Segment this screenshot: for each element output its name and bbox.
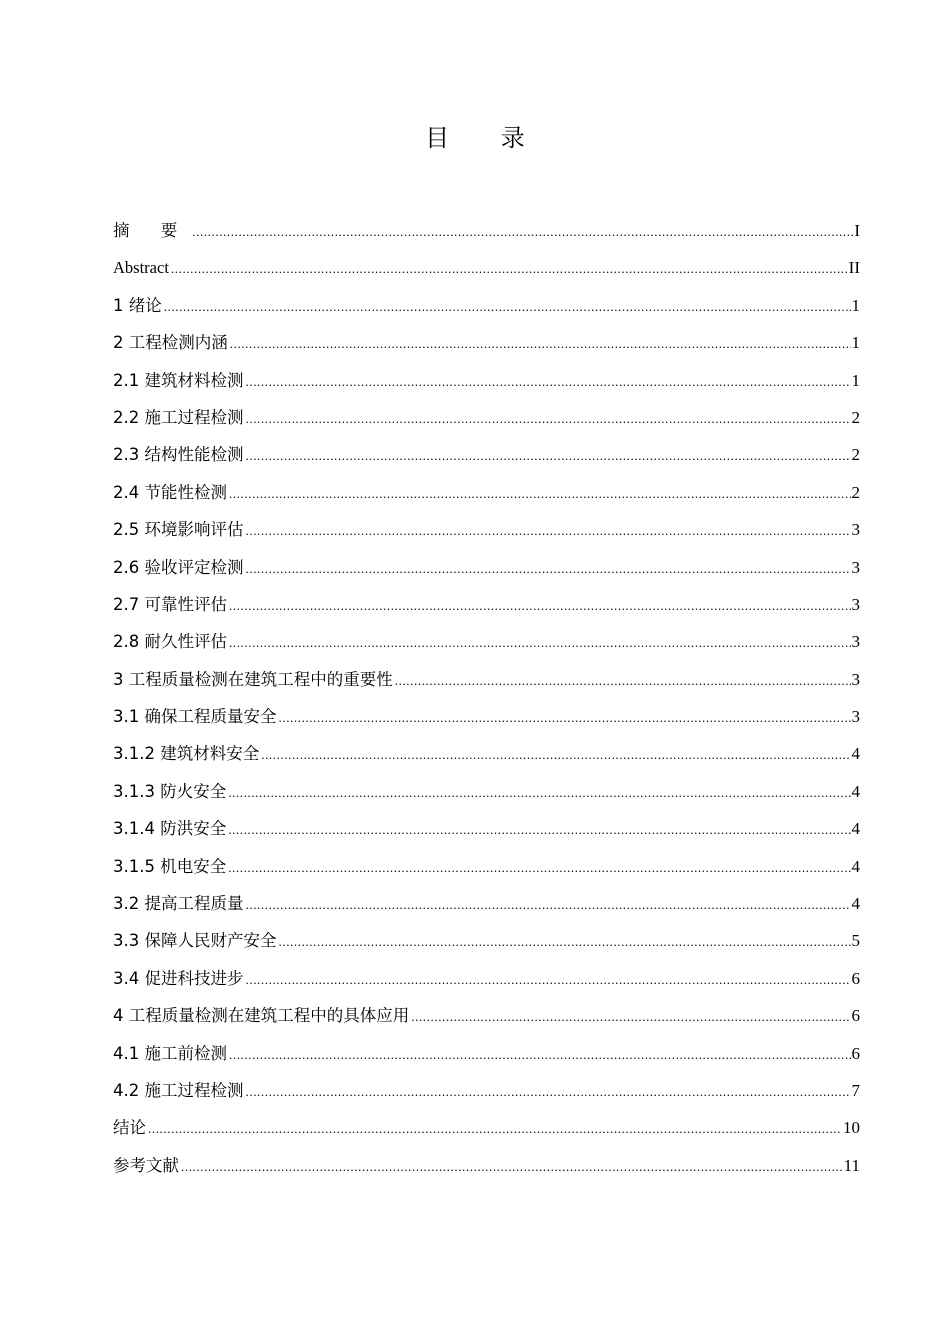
toc-leader-dots bbox=[229, 624, 851, 661]
toc-entry-page: 1 bbox=[851, 333, 860, 353]
toc-entry[interactable] bbox=[113, 511, 860, 548]
toc-entry-page: 4 bbox=[851, 894, 860, 914]
toc-entry-page: 2 bbox=[851, 445, 860, 465]
toc-leader-dots bbox=[411, 998, 850, 1035]
toc-entry-label: 4 工程质量检测在建筑工程中的具体应用 bbox=[113, 1006, 410, 1026]
toc-entry-page: I bbox=[854, 221, 860, 240]
toc-entry-label: 3.2 提高工程质量 bbox=[113, 894, 244, 914]
toc-entry-label: 3.1.5 机电安全 bbox=[113, 856, 227, 876]
toc-entry-label: 3.1.2 建筑材料安全 bbox=[113, 744, 260, 764]
toc-leader-dots bbox=[171, 250, 848, 287]
toc-entry-label: 3.4 促进科技进步 bbox=[113, 968, 244, 988]
toc-entry[interactable] bbox=[113, 698, 860, 735]
toc-leader-dots bbox=[246, 400, 851, 437]
toc-entry-conclusion[interactable] bbox=[113, 1109, 860, 1146]
toc-entry-label: 参考文献 bbox=[113, 1155, 179, 1175]
toc-entry-label: 4.2 施工过程检测 bbox=[113, 1080, 244, 1100]
toc-entry-label: 3.1.4 防洪安全 bbox=[113, 819, 227, 839]
toc-entry[interactable] bbox=[113, 661, 860, 698]
toc-entry[interactable] bbox=[113, 474, 860, 511]
toc-entry-page: 6 bbox=[851, 968, 860, 988]
toc-entry-page: 6 bbox=[851, 1043, 860, 1063]
page-title: 目 录 bbox=[425, 124, 547, 152]
toc-leader-dots bbox=[246, 886, 851, 923]
toc-leader-dots bbox=[261, 736, 850, 773]
toc-entry-page: 4 bbox=[851, 856, 860, 876]
toc-leader-dots bbox=[229, 475, 851, 512]
toc-leader-dots bbox=[228, 849, 850, 886]
toc-entry-abstract-en[interactable] bbox=[113, 249, 860, 286]
toc-entry-page: 4 bbox=[851, 781, 860, 801]
toc-entry-page: 3 bbox=[851, 632, 860, 652]
toc-entry-page: 3 bbox=[851, 594, 860, 614]
toc-leader-dots bbox=[246, 550, 851, 587]
toc-leader-dots bbox=[229, 1036, 851, 1073]
toc-entry-label: 2.2 施工过程检测 bbox=[113, 407, 244, 427]
toc-entry-label: 2.8 耐久性评估 bbox=[113, 632, 227, 652]
toc-leader-dots bbox=[246, 512, 851, 549]
toc-entry-page: 1 bbox=[851, 295, 860, 315]
toc-entry-page: 10 bbox=[843, 1118, 860, 1138]
toc-leader-dots bbox=[279, 923, 851, 960]
toc-entry[interactable] bbox=[113, 735, 860, 772]
toc-entry-label: 2.6 验收评定检测 bbox=[113, 557, 244, 577]
toc-leader-dots bbox=[228, 774, 850, 811]
toc-entry-page: 5 bbox=[851, 931, 860, 951]
toc-entry-page: II bbox=[848, 258, 860, 278]
toc-entry-label: 1 绪论 bbox=[113, 295, 162, 315]
toc-entry[interactable] bbox=[113, 586, 860, 623]
toc-entry-page: 3 bbox=[851, 520, 860, 540]
toc-entry-label: 4.1 施工前检测 bbox=[113, 1043, 227, 1063]
toc-entry[interactable] bbox=[113, 362, 860, 399]
toc-entry[interactable] bbox=[113, 922, 860, 959]
toc-entry[interactable] bbox=[113, 773, 860, 810]
toc-entry-label: 摘 要 bbox=[113, 221, 191, 240]
toc-entry-label: 2.5 环境影响评估 bbox=[113, 520, 244, 540]
toc-entry-page: 1 bbox=[851, 370, 860, 390]
toc-leader-dots bbox=[246, 961, 851, 998]
toc-entry[interactable] bbox=[113, 885, 860, 922]
toc-leader-dots bbox=[395, 662, 851, 699]
toc-entry-page: 6 bbox=[851, 1006, 860, 1026]
toc-entry[interactable] bbox=[113, 549, 860, 586]
toc-entry-label: 3.1 确保工程质量安全 bbox=[113, 707, 277, 727]
toc-leader-dots bbox=[279, 699, 851, 736]
toc-entry-page: 3 bbox=[851, 557, 860, 577]
toc-entry-label: 2.7 可靠性评估 bbox=[113, 594, 227, 614]
toc-entry[interactable] bbox=[113, 623, 860, 660]
toc-entry[interactable] bbox=[113, 287, 860, 324]
toc-entry[interactable] bbox=[113, 997, 860, 1034]
toc-leader-dots bbox=[230, 325, 851, 362]
toc-leader-dots bbox=[246, 363, 851, 400]
toc-entry-label: 2.4 节能性检测 bbox=[113, 482, 227, 502]
toc-entry-page: 4 bbox=[851, 744, 860, 764]
toc-entry-page: 11 bbox=[843, 1155, 860, 1175]
toc-leader-dots bbox=[148, 1110, 842, 1147]
toc-entry-page: 4 bbox=[851, 819, 860, 839]
toc-entry[interactable] bbox=[113, 1035, 860, 1072]
toc-leader-dots bbox=[228, 811, 850, 848]
toc-entry-label: Abstract bbox=[113, 258, 169, 278]
toc-entry-page: 7 bbox=[851, 1080, 860, 1100]
toc-entry-label: 3.1.3 防火安全 bbox=[113, 781, 227, 801]
toc-entry-label: 3 工程质量检测在建筑工程中的重要性 bbox=[113, 669, 393, 689]
toc-entry-label: 2 工程检测内涵 bbox=[113, 333, 228, 353]
toc-entry[interactable] bbox=[113, 324, 860, 361]
toc-leader-dots bbox=[192, 213, 853, 250]
toc-entry-label: 结论 bbox=[113, 1118, 146, 1138]
toc-entry-label: 3.3 保障人民财产安全 bbox=[113, 931, 277, 951]
toc-entry-page: 3 bbox=[851, 707, 860, 727]
toc-leader-dots bbox=[164, 288, 851, 325]
toc-entry-label: 2.3 结构性能检测 bbox=[113, 445, 244, 465]
toc-leader-dots bbox=[181, 1148, 843, 1185]
table-of-contents bbox=[113, 212, 860, 1184]
toc-leader-dots bbox=[229, 587, 851, 624]
toc-entry-page: 2 bbox=[851, 407, 860, 427]
toc-entry[interactable] bbox=[113, 1072, 860, 1109]
toc-entry[interactable] bbox=[113, 848, 860, 885]
toc-entry-references[interactable] bbox=[113, 1147, 860, 1184]
toc-leader-dots bbox=[246, 1073, 851, 1110]
toc-entry[interactable] bbox=[113, 436, 860, 473]
toc-entry-page: 3 bbox=[851, 669, 860, 689]
toc-entry[interactable] bbox=[113, 399, 860, 436]
toc-entry-label: 2.1 建筑材料检测 bbox=[113, 370, 244, 390]
toc-entry-page: 2 bbox=[851, 482, 860, 502]
toc-entry[interactable] bbox=[113, 810, 860, 847]
toc-leader-dots bbox=[246, 437, 851, 474]
toc-entry-abstract-cn[interactable] bbox=[113, 212, 860, 249]
toc-entry[interactable] bbox=[113, 960, 860, 997]
